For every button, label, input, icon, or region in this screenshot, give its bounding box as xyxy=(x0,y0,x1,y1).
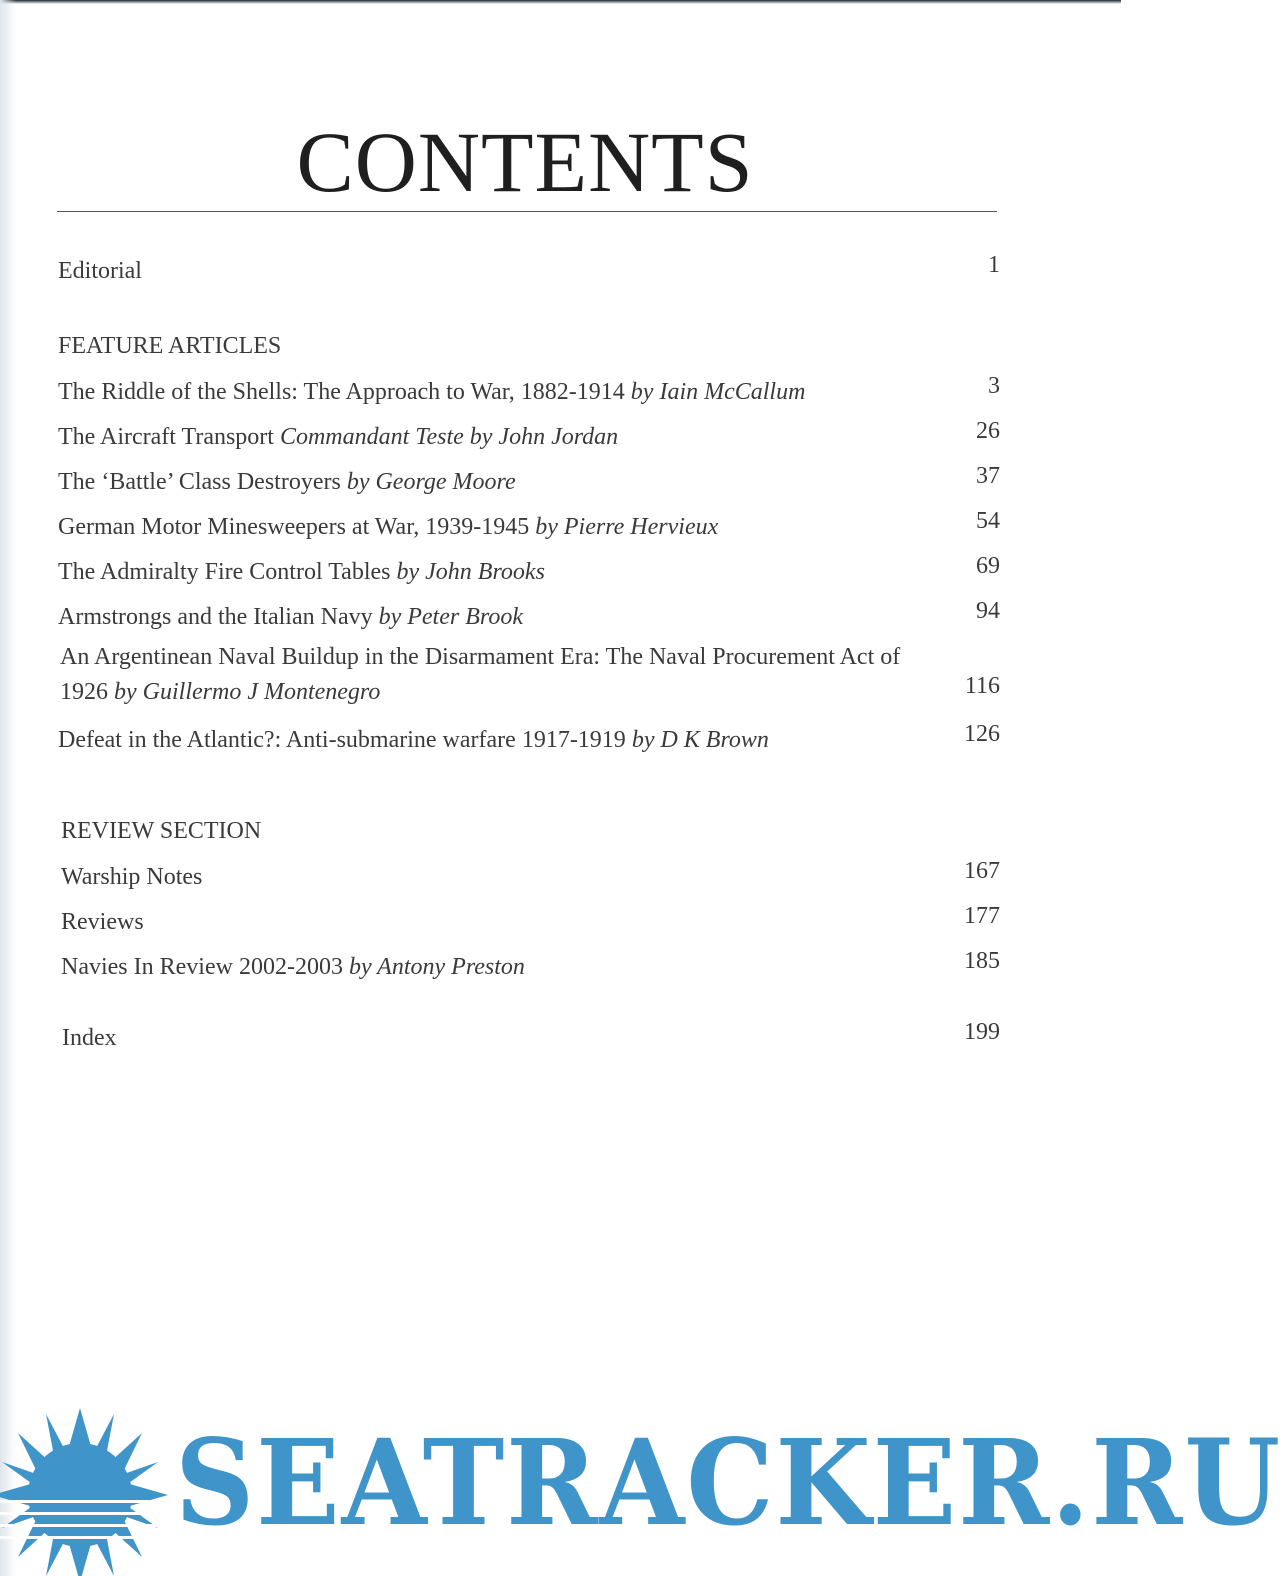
toc-entry xyxy=(58,600,1000,640)
section-heading-feature: FEATURE ARTICLES xyxy=(58,333,282,359)
entry-page: 37 xyxy=(976,463,1000,489)
entry-page: 1 xyxy=(988,252,1000,278)
entry-page: 54 xyxy=(976,508,1000,534)
toc-entry xyxy=(58,555,1000,595)
entry-text-line1: An Argentinean Naval Buildup in the Disarmament Era: The Naval Procurement Act of xyxy=(60,644,901,670)
entry-page: 199 xyxy=(964,1019,1000,1045)
entry-page: 167 xyxy=(964,858,1000,884)
toc-entry xyxy=(61,950,1000,990)
entry-title: Editorial xyxy=(58,258,142,284)
entry-text: Defeat in the Atlantic?: Anti-submarine warfare 1917-1919 by D K Brown xyxy=(58,727,769,753)
toc-entry xyxy=(58,375,1000,415)
entry-text: Warship Notes xyxy=(61,864,203,890)
entry-text: Armstrongs and the Italian Navy by Peter Brook xyxy=(58,604,523,630)
entry-page: 177 xyxy=(964,903,1000,929)
scan-edge xyxy=(0,0,1121,4)
entry-text: The Riddle of the Shells: The Approach to War, 1882-1914 by Iain McCallum xyxy=(58,379,806,405)
entry-text: Navies In Review 2002-2003 by Antony Preston xyxy=(61,954,525,980)
toc-entry xyxy=(58,510,1000,550)
toc-entry-argentine xyxy=(60,640,1000,712)
scan-edge-left xyxy=(0,0,16,1576)
page-title: CONTENTS xyxy=(296,114,754,210)
entry-text: The ‘Battle’ Class Destroyers by George Moore xyxy=(58,469,516,495)
entry-title: Index xyxy=(62,1025,117,1051)
toc-entry xyxy=(61,860,1000,900)
toc-entry-editorial xyxy=(58,254,1000,294)
entry-text: The Aircraft Transport Commandant Teste by John Jordan xyxy=(58,424,619,450)
entry-text: The Admiralty Fire Control Tables by John Brooks xyxy=(58,559,545,585)
entry-page: 94 xyxy=(976,598,1000,624)
title-rule xyxy=(57,211,997,212)
entry-page: 185 xyxy=(964,948,1000,974)
toc-entry xyxy=(58,420,1000,460)
toc-entry xyxy=(61,905,1000,945)
watermark-text: SEATRACKER.RU xyxy=(175,1413,1282,1552)
section-heading-review: REVIEW SECTION xyxy=(61,818,262,844)
entry-text: German Motor Minesweepers at War, 1939-1945 by Pierre Hervieux xyxy=(58,514,719,540)
entry-page: 126 xyxy=(964,721,1000,747)
toc-entry-defeat xyxy=(58,723,1000,763)
entry-text: Reviews xyxy=(61,909,144,935)
entry-page: 116 xyxy=(964,673,1000,699)
entry-page: 69 xyxy=(976,553,1000,579)
entry-page: 26 xyxy=(976,418,1000,444)
entry-page: 3 xyxy=(988,373,1000,399)
toc-entry xyxy=(58,465,1000,505)
entry-text-line2: 1926 by Guillermo J Montenegro xyxy=(60,679,381,705)
toc-entry-index xyxy=(62,1021,1000,1061)
